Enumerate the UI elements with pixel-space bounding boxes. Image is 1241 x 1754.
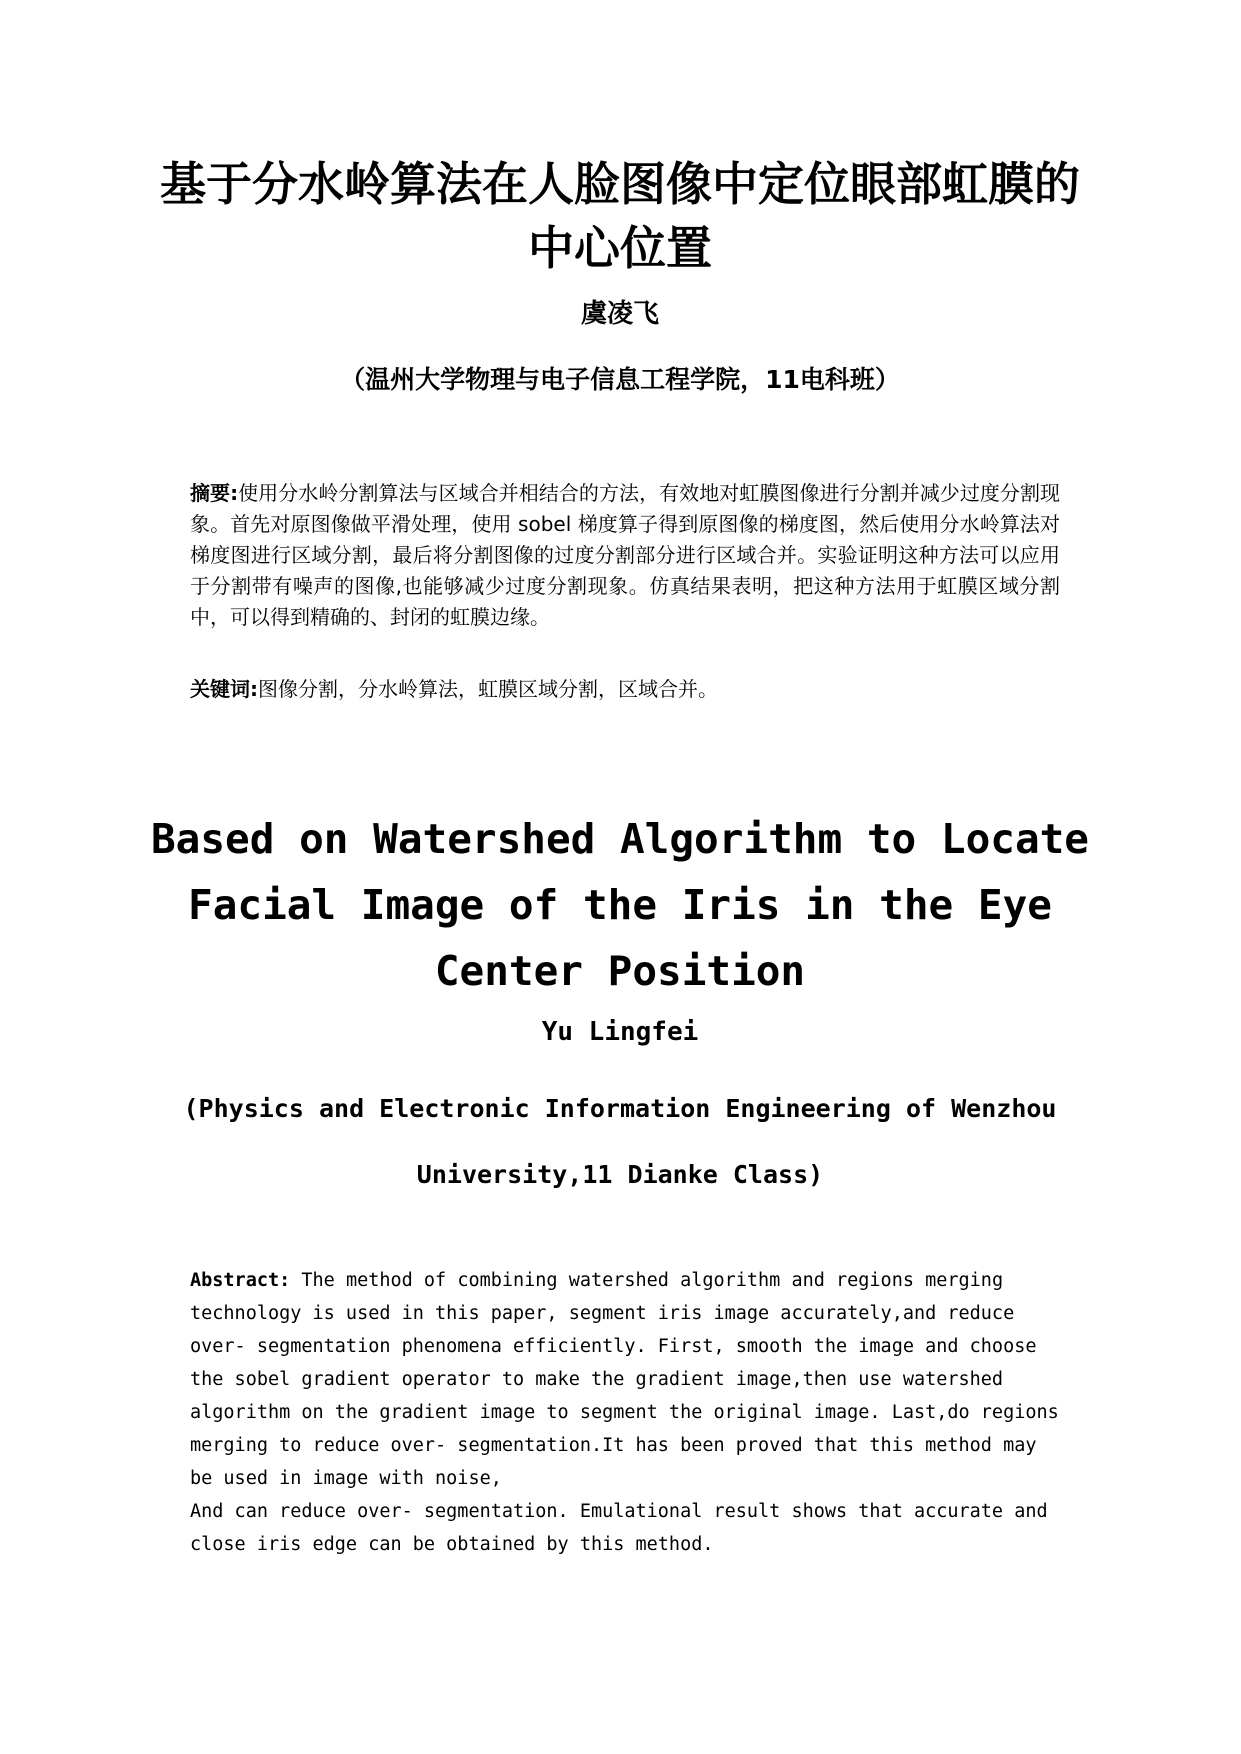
chinese-keywords-text: 图像分割，分水岭算法，虹膜区域分割，区域合并。 xyxy=(258,677,718,701)
english-abstract-label: Abstract: xyxy=(190,1270,291,1291)
english-abstract-text-1: The method of combining watershed algorithm and regions merging technology is used in this paper, segment iris image accurately,and reduce over- segmentation phenomena efficiently. First, smooth the image and choose the sobel gradient operator to make the gradient image,then use watershed algorithm on the gradient image to segment the original image. Last,do regions merging to reduce over- segmentation.It has been proved that this method may be used in image with noise, xyxy=(190,1270,1059,1489)
chinese-author: 虞凌飞 xyxy=(580,299,659,329)
english-abstract-paragraph-1 xyxy=(190,1264,1060,1495)
chinese-keywords-label: 关键词: xyxy=(190,677,258,701)
english-abstract xyxy=(190,1264,1060,1561)
english-abstract-paragraph-2: And can reduce over- segmentation. Emulational result shows that accurate and close iris edge can be obtained by this method. xyxy=(190,1501,1048,1555)
english-author: Yu Lingfei xyxy=(541,1017,699,1047)
chinese-keywords xyxy=(190,674,1060,705)
chinese-abstract xyxy=(190,478,1060,633)
chinese-title: 基于分水岭算法在人脸图像中定位眼部虹膜的中心位置 xyxy=(160,157,1080,275)
chinese-affiliation: （温州大学物理与电子信息工程学院，11电科班） xyxy=(340,365,900,394)
english-title: Based on Watershed Algorithm to Locate Facial Image of the Iris in the Eye Center Position xyxy=(151,815,1089,995)
chinese-abstract-text: 使用分水岭分割算法与区域合并相结合的方法，有效地对虹膜图像进行分割并减少过度分割现象。首先对原图像做平滑处理，使用 sobel 梯度算子得到原图像的梯度图，然后使用分水岭算法对梯度图进行区域分割，最后将分割图像的过度分割部分进行区域合并。实验证明这种方法可以应用于分割带有噪声的图像,也能够减少过度分割现象。仿真结果表明，把这种方法用于虹膜区域分割中，可以得到精确的、封闭的虹膜边缘。 xyxy=(190,481,1061,629)
chinese-abstract-label: 摘要: xyxy=(190,481,239,505)
english-affiliation: (Physics and Electronic Information Engineering of Wenzhou University,11 Dianke Class) xyxy=(183,1094,1057,1189)
